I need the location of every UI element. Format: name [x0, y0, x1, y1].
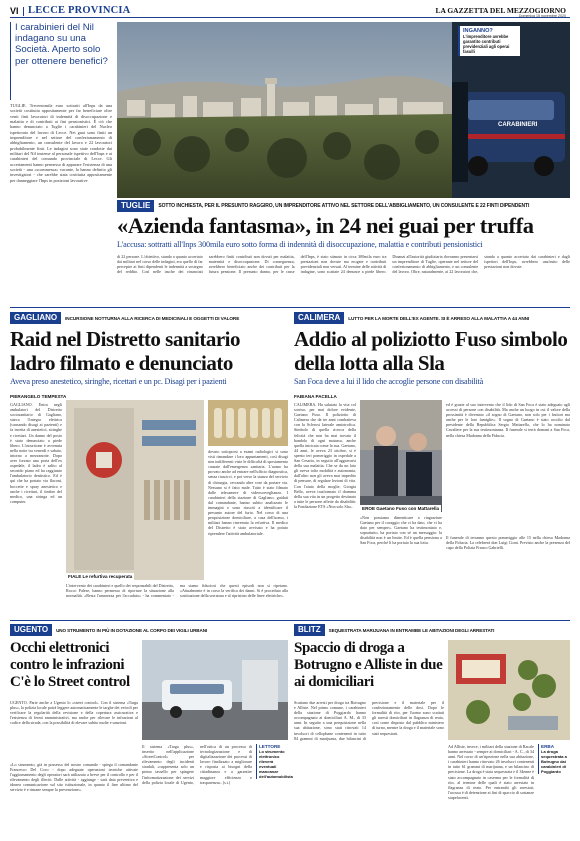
gagliano-text-left: GAGLIANO. Entra negli ambulatori del Distretto sociosanitario di Gagliano, starca l'integra elettrica (causando disagi ai pazienti) e fa incetta di anestetici, siringhe e ricettari. Un danno del posto è stato denunciato a piede libero. L'incursione è avvenuta nella notte tra venerdì e sabato, intorno a mezzanotte. Dopo aver forzato una porta dell'ex ospedale, il ladro è salito al secondo piano ed ha raggiunto l'ambulatorio dentistico. Ed è qui che ha portato via flaconi, boccette e spray anestetico e anche i ricettari, il timbro del medico, una siringa ed un computer. — [10, 402, 62, 504]
blitz-kicker-sub: SEQUESTRATA MARIJUANA IN ENTRAMBE LE ABITAZIONI DEGLI ARRESTATI — [328, 627, 495, 633]
calimera-text-mid: «Non possiamo dimenticare a ringraziare Gaetano per il coraggio che ci ha dato, che ci ha dato per sempre». Gaetano ha testimoniato e, soprattutto, ha portato con sé un messaggio: la disabilità non è un limite. Ed è quella pensiona a San Foca, perché lì ha portato la sua lotta. — [360, 515, 442, 546]
gagliano-text-mid: dovuto sottoporsi a esami radiologici si sono visti rimandare i loro appuntamenti, così disagi non indifferenti viste le difficoltà di spostamento causate dall'emergenza sanitaria. L'uomo ha provato anche ad entrare nell'ufficio diagnostica, senza riuscirci, e poi verso la stanza del servizio di chirurgia, cercando altre cose da portare via. Nessuno si è fatto male. Tutto è stato filmato dalle telecamere di videosorveglianza. I carabinieri della stazione di Gagliano, guidati dal comandante, hanno subito analizzato le immagini e sono riusciti a identificare il presunto autore del furto. Nel corso di una perquisizione domiciliare, a casa dell'uomo, i militari hanno rinvenuto la refurtiva. Il medico del Distretto è stato avvisato e ha potuto riprendere l'attività ambulatoriale. — [208, 449, 288, 536]
ugento-side-title: LETTORE — [259, 744, 281, 749]
ugento-kicker-sub: UNO STRUMENTO IN PIÙ IN DOTAZIONE AL CORPO DEI VIGILI URBANI — [56, 627, 208, 633]
header-divider — [23, 7, 24, 16]
ugento-text-2: «Lo strumento, già in possesso del nostro comando - spiega il comandante Francesco Del Coco - dopo adeguate operazioni tecniche attivate l'aggiornamento degli operatori sarà utilizzato a breve per il controllo e per il rilevamento degli illeciti. Dalle attività - aggiunge - sarà data preventiva e idonea comunicazione sul sito istituzionale, in quanto il fine ultimo del servizio è e rimane sempre la prevenzione». — [10, 762, 138, 793]
ugento-text-1: UGENTO. Parte anche a Ugento lo «street control». Con il sistema «Targa plus», la polizia locale potrà leggere automaticamente le targhe dei veicoli per verificare la regolarità della revisione e della copertura assicurativa e l'esistenza di fermi amministrativi, ma anche per rilevare le infrazioni al codice della strada, con la possibilità di elevare subito multe e sanzioni. — [10, 700, 138, 726]
ugento-photo — [142, 640, 288, 740]
main-photo — [117, 22, 452, 198]
calimera-text-end: Il funerale di terranno questo pomeriggio alle 15 nella chiesa Madonna della Fiducia. La celebrerà don Luigi Cioni. Previsto anche la presenza del capo della Polizia Franco Gabrielli. — [446, 535, 570, 551]
page-header — [10, 6, 570, 18]
inset-box — [458, 26, 520, 56]
ugento-kicker-bar — [10, 624, 288, 636]
teaser-text: I carabinieri del Nil indagano su una Società. Aperto solo per ottenere benefici? — [15, 22, 108, 67]
gagliano-kicker-sub: INCURSIONE NOTTURNA ALLA RICERCA DI MEDICINALI E OGGETTI DI VALORE — [65, 315, 240, 321]
gagliano-headline: Raid nel Distretto sanitario ladro filmato e denunciato — [10, 327, 241, 375]
blitz-side — [538, 744, 570, 774]
section-rule — [10, 307, 570, 308]
ugento-side-text: Lo strumento elettronico rileverà eventuali mancanze dell'automobilista — [259, 749, 293, 779]
ampoules-image — [208, 400, 288, 446]
section-title: LECCE PROVINCIA — [28, 5, 131, 16]
inset-car-lettering: CARABINIERI — [498, 122, 538, 128]
town-skyline-image — [117, 22, 452, 198]
calimera-photo — [360, 400, 442, 512]
gagliano-photo — [66, 400, 204, 580]
calimera-byline: FABIANA PACELLA — [294, 394, 337, 399]
ugento-side — [256, 744, 293, 779]
main-body: di 22 persone. L'obiettivo, stando a quanto accertato dai militari nel corso delle indagini, era quello di far percepire ai finti dipendenti le indennità a sostegno del reddito. Così nelle tasche dei rinunciati sarebbero finiti contributi non dovuti per malattia, maternità e disoccupazione. Di conseguenza, avrebbero beneficiato anche dei contributi per la futura pensione. Il presunto danno, per le casse dell'Inps, è stato stimato in circa 300mila euro tra prestazioni non dovute ma erogate e contributi previdenziali non versati. Al termine delle attività di indagine, sono scattate 24 denunce a piede libero. Dinanzi all'autorità giudiziaria dovranno presentarsi un imprenditore di Tuglie, operante nel settore del confezionamento di abbigliamento, e un consulente del lavoro. Oltre, naturalmente, ai 22 lavoratori che, stando a quanto accertato dai carabinieri e dagli ispettori dell'Inps, avrebbero usufruito delle prestazioni non dovute. — [117, 254, 570, 275]
calimera-deck: San Foca deve a lui il lido che accoglie persone con disabilità — [294, 377, 484, 386]
masthead: LA GAZZETTA DEL MEZZOGIORNO — [435, 6, 566, 15]
gagliano-deck: Aveva preso anestetico, siringhe, ricettari e un pc. Disagi per i pazienti — [10, 377, 227, 386]
calimera-text-right: ed è grazie al suo intervento che il lido di San Foca è stato adeguato agli accessi di persone con disabilità. Ma anche un luogo in cui il valore della prossimità è diventato «il sogno di Gaetano, non solo per i fruitori ma anche per le loro famiglie». Il sogno di Gaetano è stato accolto dal presidente della Repubblica Sergio Mattarella, che lo ha nominato Cavaliere per la sua testimonianza. Il funerale si terrà domani a San Foca, nella chiesa Madonna della Fiducia. — [446, 402, 570, 438]
blitz-side-title: ERBA — [541, 744, 555, 749]
ugento-headline: Occhi elettronici contro le infrazioni C'è lo Street control — [10, 640, 130, 690]
gagliano-photo-caption: FIALE Le refurtiva recuperata — [68, 574, 133, 579]
main-kicker-bar — [117, 200, 570, 212]
header-date: Domenica 15 novembre 2020 — [518, 14, 566, 18]
gagliano-kicker: GAGLIANO — [10, 312, 61, 324]
gagliano-byline: PIERANGELO TEMPESTA — [10, 394, 67, 399]
ugento-text-3: Il sistema «Targa plus», inserito nell'applicazione «StreetControl» per rilevamento degli incidenti stradali, «rappresenta solo un primo tassello per spingere l'informatizzazione dei servizi della polizia locale di Ugento, nell'ottica di un processo di tecnologizzazione e di digitalizzazione dei processi di lavoro finalizzato a migliorare e risposta ai bisogni della cittadinanza e a garantire maggiore efficienza e trasparenza». (s.t.) — [142, 744, 252, 785]
main-headline: «Azienda fantasma», in 24 nei guai per truffa — [117, 213, 534, 238]
fuso-mattarella-image — [360, 400, 442, 512]
inset-photo — [452, 22, 570, 198]
calimera-kicker: CALIMERA — [294, 312, 344, 324]
main-kicker-sub: SOTTO INCHIESTA, PER IL PRESUNTO RAGGIRO, UN IMPRENDITORE ATTIVO NEL SETTORE DELL'ABBIGLIAMENTO, UN CONSULENTE E 22 FINTI DIPENDENTI — [158, 203, 530, 209]
blitz-side-text: La droga sequestrata a Botrugno dai carabinieri di Poggiardo — [541, 749, 567, 774]
sidebar-teaser — [10, 22, 112, 100]
ugento-kicker: UGENTO — [10, 624, 52, 636]
street-control-image — [142, 640, 288, 740]
blitz-headline: Spaccio di droga a Botrugno e Alliste in due ai domiciliari — [294, 640, 443, 690]
calimera-headline: Addio al poliziotto Fuso simbolo della lotta alla Sla — [294, 327, 568, 375]
inset-title: INGANNO? — [463, 28, 493, 34]
recovered-goods-image — [66, 400, 204, 580]
main-lead-text: TUGLIE. Trecentomila euro sottratti all'Inps da una società costituita appositamente per far beneficiare oltre venti finti lavoratori di indennità di disoccupazione e malattia e di contributi ai fini pensionistici. È ciò che hanno denunciato a Tuglie i carabinieri del Nucleo ispettorato del lavoro di Lecce. Nei guai sono finiti un imprenditore e nel settore del confezionamento di abbigliamento, un consulente del lavoro e 22 lavoratori probabilmente finti. Le indagini sono state condotte dai militari del Nil insieme al personale ispettivo dell'Inps e ai carabinieri del comando provinciale di Lecce. Gli accertamenti hanno permesso di appurare l'esistenza di una società - una «scommessa» vacante, la hanno definito gli investigatori - che sarebbe stata costituita appositamente per danneggiare l'Inps in posizioni lavorative — [10, 103, 112, 183]
section-rule-2 — [10, 620, 570, 621]
calimera-kicker-bar — [294, 312, 570, 324]
blitz-text-2: Ad Alliste, invece, i militari della stazione di Racale hanno arrestato - sempre ai domiciliari - A. C., di 34 anni. Nel corso di un'ispezione nella sua abitazione, i carabinieri hanno ritrovato 26 involucri contenenti in tutto 61 grammi di marijuana, e un bilancino di precisione. La droga è stata sequestrata e il 34enne è stato accompagnato in caserma per le formalità di rito, al termine delle quali è stato arrestato in flagranza di reato. Per entrambi gli arrestati, l'accusa è di detenzione ai fini di spaccio di sostanze stupefacenti. — [448, 744, 534, 800]
blitz-photo — [448, 640, 570, 740]
blitz-text-1: Scattano due arresti per droga tra Botrugno e Alliste. Nel primo comune, i carabinieri della stazione di Poggiardo hanno accompagnato ai domiciliari A. M., di 33 anni. In seguito a una perquisizione nella sua abitazione, sono stati ritrovati 14 involucri di cellophane contenenti in tutto 84 grammi di marijuana, due bilancini di precisione e il materiale per il confezionamento delle dosi. Dopo le formalità di rito, per l'uomo sono scattati gli arresti domiciliari in flagranza di reato, così come disposto dal pubblico ministero di turno, mentre la droga e il materiale sono stati sequestrati. — [294, 700, 444, 741]
blitz-kicker-bar — [294, 624, 570, 636]
main-kicker: TUGLIE — [117, 200, 154, 212]
main-deck: L'accusa: sottratti all'Inps 300mila euro sotto forma di indennità di disoccupazione, malattia e contributi pensionistici — [117, 240, 483, 249]
gagliano-photo-2 — [208, 400, 288, 446]
seized-drugs-image — [448, 640, 570, 740]
gagliano-text-bottom: L'intervento dei carabinieri e quello dei responsabili del Distretto, Rocco Palese, hanno permesso di riportare la situazione alla normalità. «Resta l'amarezza per l'accaduto» - ha commentato - ma siamo fiduciosi che questi episodi non si ripetano. «Attualmente è in corso la verifica dei danni. Si è proceduto alla sostituzione della serratura e al ripristino delle linee elettriche». — [66, 583, 288, 599]
calimera-text-left: CALIMERA. Ha salutato la vita col sorriso, per mai dolore evidente, Gaetano Fuso. Il poliziotto di Calimera che da tre anni combatteva con la Sclerosi laterale amiotrofica. Simbolo di quella ricerca della felicità che non ha mai trovato il bandolo di ogni matassa, anche quella intricata come la sua. Gaetano, 44 anni, le aveva 23 ottobre, si è spento ieri pomeriggio in ospedale a San Cesario, in seguito all'aggravarsi della sua malattia. Che se da un lato gli aveva tolto mobilità e autonomia, dall'altro non gli aveva mai impedito di pensare, di regalare lezioni di vita. Con l'aiuto della moglie, Giorgia Bello, aveva trasformato il dramma della sua vita in un progetto destinato a tutte le persone affette da disabilità: la Fondazione ETS «Non solo Sla». — [294, 402, 356, 509]
page-number: VI — [10, 6, 19, 16]
main-lead-column — [10, 103, 112, 300]
calimera-kicker-sub: LUTTO PER LA MORTE DELL'EX AGENTE. SI È ARRESO ALLA MALATTIA A 44 ANNI — [348, 315, 530, 321]
calimera-photo-caption: EROE Gaetano Fuso con Mattarella — [362, 506, 440, 511]
inset-text: L'imprenditore avrebbe garantito contributi previdenziali agli operai fasulli — [463, 34, 510, 54]
blitz-kicker: BLITZ — [294, 624, 325, 636]
gagliano-kicker-bar — [10, 312, 288, 324]
